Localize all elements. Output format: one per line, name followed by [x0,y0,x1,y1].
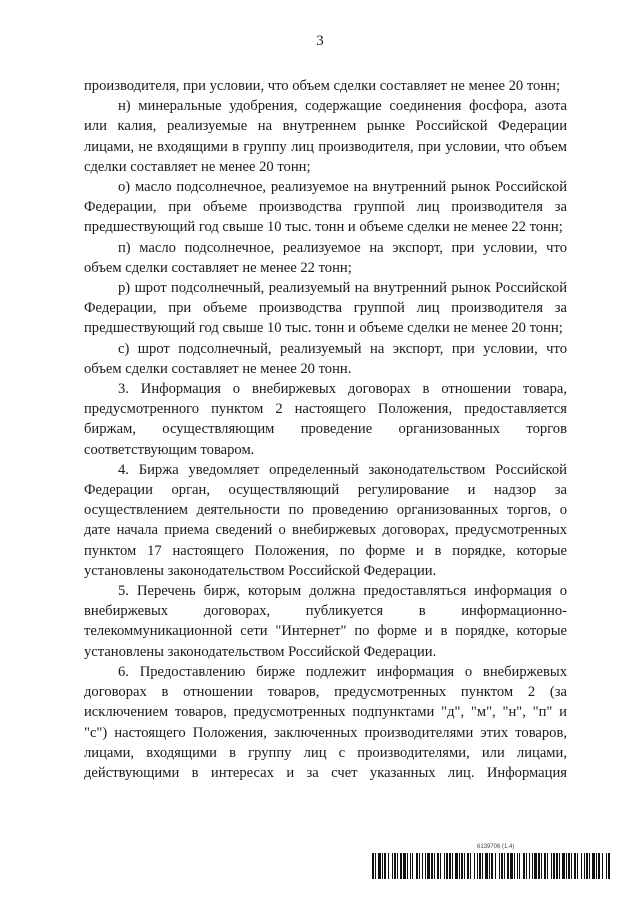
paragraph-clause-5: 5. Перечень бирж, которым должна предоставляться информация о внебиржевых договорах, публикуется в информационно-телекоммуникационной сети "Интернет" по форме и в порядке, которые установлены законодательством Российской Федерации. [84,583,567,660]
paragraph-clause-6: 6. Предоставлению бирже подлежит информация о внебиржевых договорах в отношении товаров, предусмотренных пунктом 2 (за исключением товаров, предусмотренных подпунктами "д", "м", "н", "п" и "с") настоящего Положения, заключенных производителями этих товаров, лицами, входящими в группу лиц с производителями, или лицами, действующими в интересах и за счет указанных лиц. Информация [84,663,567,781]
paragraph-clause-3: 3. Информация о внебиржевых договорах в отношении товара, предусмотренного пунктом 2 настоящего Положения, предоставляется биржам, осуществляющим проведение организованных торгов соответствующим товаром. [84,381,567,458]
barcode-id-text: 6139706 (1.4) [477,844,515,850]
barcode-icon [372,853,612,879]
paragraph-item-n: н) минеральные удобрения, содержащие соединения фосфора, азота или калия, реализуемые на внутреннем рынке Российской Федерации лицами, не входящими в группу лиц производителя, при условии, что объем сделки составляет не менее 20 тонн; [84,98,567,175]
document-body [84,76,567,783]
paragraph-item-p: п) масло подсолнечное, реализуемое на экспорт, при условии, что объем сделки составляет не менее 22 тонн; [84,239,567,276]
paragraph-item-o: о) масло подсолнечное, реализуемое на внутренний рынок Российской Федерации, при объеме производства группой лиц производителя за предшествующий год свыше 10 тыс. тонн и объеме сделки не менее 22 тонн; [84,179,567,236]
page-number: 3 [316,33,324,49]
paragraph-clause-4: 4. Биржа уведомляет определенный законодательством Российской Федерации орган, осуществляющий регулирование и надзор за осуществлением деятельности по проведению организованных торгов, о дате начала приема сведений о внебиржевых договорах, предусмотренных пунктом 17 настоящего Положения, по форме и в порядке, которые установлены законодательством Российской Федерации. [84,461,567,579]
paragraph-item-r: р) шрот подсолнечный, реализуемый на внутренний рынок Российской Федерации, при объеме производства группой лиц производителя за предшествующий год свыше 10 тыс. тонн и объеме сделки не менее 20 тонн; [84,280,567,337]
paragraph-item-s: с) шрот подсолнечный, реализуемый на экспорт, при условии, что объем сделки составляет не менее 20 тонн. [84,340,567,377]
paragraph-continuation: производителя, при условии, что объем сделки составляет не менее 20 тонн; [84,78,561,94]
